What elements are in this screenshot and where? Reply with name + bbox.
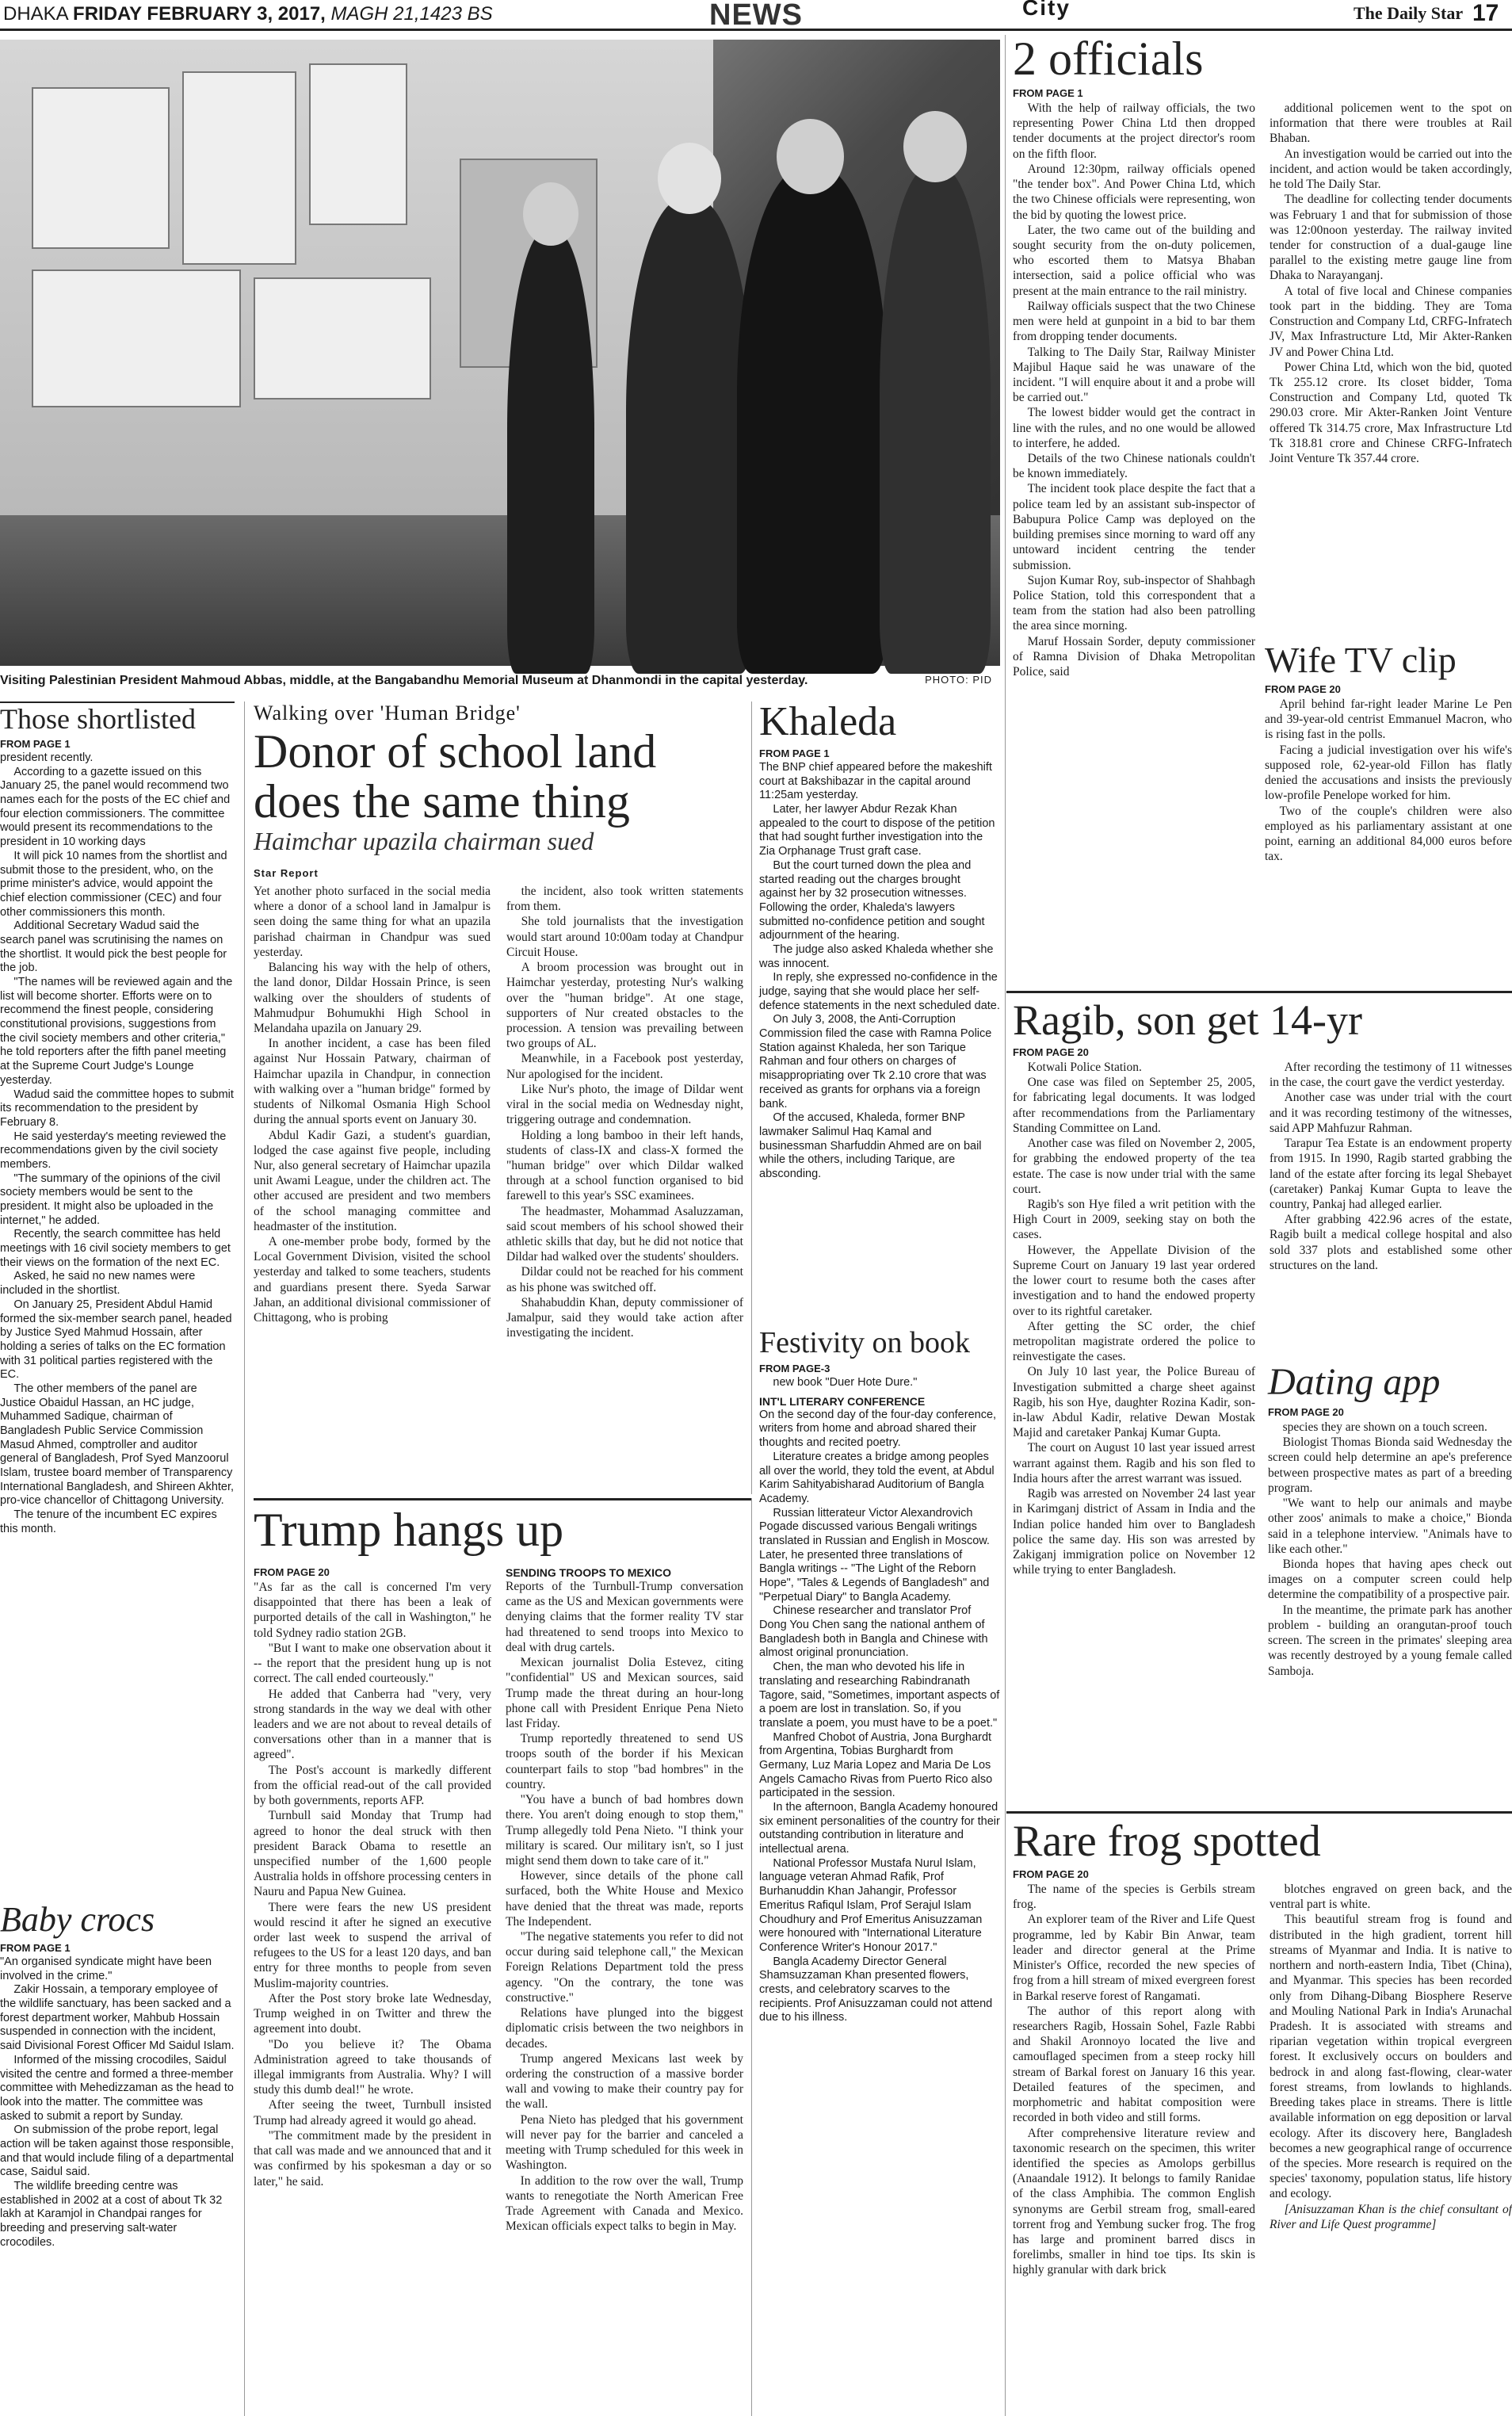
jump-line: FROM PAGE 1 [0,738,71,750]
author-note: [Anisuzzaman Khan is the chief consultant of River and Life Quest programme] [1270,2202,1512,2231]
dateline-date: FRIDAY FEBRUARY 3, 2017, [73,3,326,25]
paragraph: In addition to the row over the wall, Trump wants to renegotiate the North American Free Trade Agreement with Canada and Mexico. Mexican officials expect talks to begin in May. [506,2173,743,2234]
paragraph: However, since details of the phone call surfaced, both the White House and Mexico have denied that the threat was made, reports The Independent. [506,1869,743,1929]
paragraph: Power China Ltd, which won the bid, quoted Tk 255.12 crore. Its closet bidder, Toma Construction and Company Ltd, quoted Tk 290.03 crore. Mir Akter-Ranken Joint Venture offered Tk 314.75 crore, Max Infrastructure Ltd Tk 318.81 crore and Chinese CRFG-Infratech Joint Venture Tk 357.44 crore. [1270,360,1512,466]
headline: Festivity on book [759,1326,971,1359]
paragraph: After getting the SC order, the chief metropolitan magistrate ordered the police to reinvestigate the cases. [1013,1319,1255,1364]
paragraph: Like Nur's photo, the image of Dildar went viral in the social media on Wednesday night, triggering outrage and condemnation. [506,1082,743,1127]
kicker: Walking over 'Human Bridge' [254,701,521,724]
story-dating-app [1268,1363,1512,1807]
exhibit-frame [32,270,241,407]
subheadline: Haimchar upazila chairman sued [254,827,594,855]
paragraph: Later, the two came out of the building and sought security from the on-duty policemen, who escorted them to Matsya Bhaban intersection, said a police official who was present at the main entrance to the rail ministry. [1013,223,1255,298]
paragraph: Manfred Chobot of Austria, Jona Burghardt from Argentina, Tobias Burghardt from Germany, Luz Maria Lopez and Maria De Los Angels Camacho Rivas from Puerto Rico also participated in the session. [759,1730,993,1800]
column-2 [1270,1882,1512,2278]
headline: Dating app [1268,1361,1441,1403]
section-label: NEWS [709,0,803,32]
paragraph: On the second day of the four-day conference, writers from home and abroad shared their thoughts and recited poetry. [759,1408,997,1450]
paragraph: additional policemen went to the spot on information that there were troubles at Rail Bhaban. [1270,101,1512,146]
paragraph: blotches engraved on green back, and the ventral part is white. [1270,1883,1512,1912]
page-header [0,0,1512,31]
paragraph: The other members of the panel are Justice Obaidul Hassan, an HC judge, Muhammed Sadique, chairman of Bangladesh Public Service Commission Masud Ahmed, comptroller and auditor general of Bangladesh, Prof Syed Manzoorul Islam, trustee board member of Transparency International Bangladesh, and Shireen Akhter, pro-vice chancellor of Chittagong University. [0,1382,235,1508]
exhibit-frame [182,71,296,265]
news-photo [0,40,1000,666]
paragraph: "Do you believe it? The Obama Administration agreed to take thousands of illegal immigrants from Australia. Why? I will study this dumb deal!" he wrote. [254,2037,491,2097]
story-festivity-on-book [759,1328,1000,2416]
visitor-head [658,143,721,214]
subsection-label: City [1022,0,1071,20]
paragraph: Facing a judicial investigation over his wife's supposed role, 62-year-old Fillon has flatly denied the accusations and insists the previously low-profile Penelope worked for him. [1265,743,1512,803]
story-body [254,1580,491,2189]
paragraph: In the afternoon, Bangla Academy honoured six eminent personalities of the country for their outstanding contribution in literature and intellectual arena. [759,1801,1000,1856]
paragraph: It will pick 10 names from the shortlist and submit those to the president, who, on the prime minister's advice, would appoint the chief election commissioner (CEC) and four other commissioners this month. [0,849,227,919]
exhibit-frame [32,87,170,249]
story-those-shortlisted [0,701,235,1535]
story-body [0,751,235,1537]
paragraph: "The names will be reviewed again and the list will become shorter. Efforts were on to recommend the finest people, considering constitutional provisions, suggestions from the civil society members and other criteria," he told reporters after the fifth panel meeting at the Supreme Court Judge's Lounge yesterday. [0,976,233,1087]
paragraph: Dildar could not be reached for his comment as his phone was switched off. [506,1265,743,1294]
visitor-head [523,182,578,246]
jump-line: FROM PAGE 20 [1013,1868,1089,1880]
paragraph: Yet another photo surfaced in the social media where a donor of a school land in Jamalpur is seen doing the same thing for what an upazila parishad chairman in Chandpur was sued yesterday. [254,885,491,959]
paragraph: The lowest bidder would get the contract in line with the rules, and no one would be allowed to interfere, he added. [1013,406,1255,450]
paragraph: Maruf Hossain Sorder, deputy commissioner of Ramna Division of Dhaka Metropolitan Police, said [1013,634,1255,679]
paragraph: Zakir Hossain, a temporary employee of the wildlife sanctuary, has been sacked and a forest department worker, Mahbub Hossain suspended in connection with the incident, said Divisional Forest Officer Md Saidul Islam. [0,1983,235,2053]
paragraph: The judge also asked Khaleda whether she was innocent. [759,942,994,970]
headline: Donor of school land does the same thing [254,725,657,828]
paragraph: Two of the couple's children were also employed as his parliamentary assistant at one point, earning an additional 84,000 euros before tax. [1265,804,1512,864]
paragraph: Relations have plunged into the biggest diplomatic crisis between the two neighbors in decades. [506,2006,743,2051]
paragraph: The author of this report along with researchers Ragib, Hossain Sohel, Fazle Rabbi and Shakil Aronnoyo located the live and camouflaged specimen from a steep rocky hill stream of Barkal forest on January 16 this year. Detailed features of the specimen, and morphometric and habitat composition were recorded in both video and still forms. [1013,2004,1255,2125]
jump-line: FROM PAGE 20 [1013,1046,1089,1058]
paragraph: On July 10 last year, the Police Bureau of Investigation submitted a charge sheet against Ragib, his son Hye, daughter Rozina Kadir, son-in-law Abdul Kadir, relative Dewan Mostak Majid and caretaker Pankaj Kumar Gupta. [1013,1365,1255,1440]
visitor-figure [626,198,753,674]
paragraph: Reports of the Turnbull-Trump conversation came as the US and Mexican governments were denying claims that the former reality TV star had threatened to send troops into Mexico to deal with drug cartels. [506,1580,743,1654]
column-1 [1013,1882,1255,2278]
paragraph: "The negative statements you refer to did not occur during said telephone call," the Mexican Foreign Relations Department told the press agency. "On the contrary, the tone was constructive." [506,1930,743,2005]
paragraph: After seeing the tweet, Turnbull insisted Trump had already agreed it would go ahead. [254,2098,491,2127]
story-donor-school-land [254,701,743,1494]
paragraph: Biologist Thomas Bionda said Wednesday the screen could help determine an ape's preference between prospective mates as part of a breeding program. [1268,1435,1512,1495]
paragraph: Shahabuddin Khan, deputy commissioner of Jamalpur, said they would take action after investigating the incident. [506,1295,743,1340]
headline: Those shortlisted [0,701,235,733]
dateline-city: DHAKA [3,3,68,25]
paragraph: After recording the testimony of 11 witnesses in the case, the court gave the verdict yesterday. [1270,1061,1512,1090]
paragraph: A broom procession was brought out in Haimchar yesterday, protesting Nur's walking over the "human bridge". At one stage, supporters of Nur created obstacles to the procession. A tension was prevailing between two groups of AL. [506,961,743,1051]
paragraph: On July 3, 2008, the Anti-Corruption Commission filed the case with Ramna Police Station against Khaleda, her son Tarique Rahman and four others on charges of misappropriating over Tk 2.10 crore that was received as grants for orphans via a foreign bank. [759,1013,992,1111]
paragraph: There were fears the new US president would rescind it after he signed an executive order last week to suspend the arrival of refugees to the US for a least 120 days, and ban entry for three months to people from seven Muslim-majority countries. [254,1900,491,1990]
paragraph: Of the accused, Khaleda, former BNP lawmaker Salimul Haq Kamal and businessman Sharfuddin Ahmed are on bail while the others, including Tarique, are absconding. [759,1111,982,1180]
paragraph: Later, her lawyer Abdur Rezak Khan appealed to the court to dispose of the petition that had sought further investigation into the Zia Orphanage Trust graft case. [759,803,995,858]
visitor-figure [880,166,991,674]
paragraph: A total of five local and Chinese companies took part in the bidding. They are Toma Construction and Company Ltd, CRFG-Infratech JV, Max Infrastructure Ltd, Mir Akter-Ranken JV and Power China Ltd. [1270,284,1512,359]
paragraph: He added that Canberra had "very, very strong standards in the way we deal with other leaders and we are not about to reveal details of conversations other than in a manner that is agreed". [254,1687,491,1762]
paragraph: the incident, also took written statements from them. [506,885,743,914]
jump-line: FROM PAGE 20 [1265,683,1341,695]
column-1 [254,1562,491,2234]
column-rule [751,701,752,1494]
photo-caption [0,674,1000,688]
paragraph: Pena Nieto has pledged that his government will never pay for the barrier and canceled a meeting with Trump scheduled for this week in Washington. [506,2112,743,2173]
column-2 [1270,101,1512,679]
paragraph: Talking to The Daily Star, Railway Minister Majibul Haque said he was unaware of the incident. "I will enquire about it and a probe will be carried out." [1013,345,1255,405]
exhibit-frame [309,63,407,225]
paragraph: According to a gazette issued on this January 25, the panel would recommend two names each for the posts of the EC chief and four election commissioners. The committee would present its recommendations to the president in 10 working days [0,765,231,849]
paragraph: In another incident, a case has been filed against Nur Hossain Patwary, chairman of Haimchar upazila in Chandpur, in connection with walking over a "human bridge" formed by students of Nilkomal Osmania High School during the annual sports event on January 30. [254,1037,491,1127]
paragraph: Tarapur Tea Estate is an endowment property from 1915. In 1990, Ragib started grabbing the land of the estate after forcing its legal Shebayet (caretaker) Pankaj Kumar Gupta to leave the country, Pankaj had alleged earlier. [1270,1137,1512,1211]
paragraph: Asked, he said no new names were included in the shortlist. [0,1270,196,1298]
headline: Trump hangs up [254,1504,564,1556]
paragraph: Another case was filed on November 2, 2005, for grabbing the endowed property of the tea estate. The case is now under trial with the same court. [1013,1137,1255,1196]
paragraph: "You have a bunch of bad hombres down there. You aren't doing enough to stop them," Trump allegedly told Pena Nieto. "I think your military is scared. Our military isn't, so I just might send them down to take care of it." [506,1793,743,1867]
visitor-figure [737,166,888,674]
story-body [506,1579,743,2234]
paragraph: Turnbull said Monday that Trump had agreed to honor the deal struck with then president Barack Obama to resettle an unspecified number of the 1,600 people Australia holds in offshore processing centers in Nauru and Papua New Guinea. [254,1809,491,1899]
paragraph: He said yesterday's meeting reviewed the recommendations given by the civil society members. [0,1130,227,1171]
column-rule [1005,35,1006,2416]
paragraph: Bangla Academy Director General Shamsuzzaman Khan presented flowers, crests, and celebratory scarves to the recipients. Prof Anisuzzaman could not attend due to his illness. [759,1955,993,2024]
masthead-logo: The Daily Star [1354,3,1464,23]
headline: 2 officials [1013,32,1204,85]
paragraph: On submission of the probe report, legal action will be taken against those responsible, and that would include filing of a departmental case, Saidul said. [0,2124,235,2179]
paragraph: Details of the two Chinese nationals couldn't be known immediately. [1013,452,1255,481]
paragraph: One case was filed on September 25, 2005, for fabricating legal documents. It was lodged after recommendations from the Parliamentary Standing Committee on Land. [1013,1076,1255,1135]
paragraph: Bionda hopes that having apes check out images on a computer screen could help determine the compatibility of a prospective pair. [1268,1557,1512,1602]
paragraph: An explorer team of the River and Life Quest programme, led by Kabir Bin Anwar, team leader and director general at the Prime Minister's Office, recorded the new species of frog from a hill stream of mixed evergreen forest in Barkal reserve forest of Rangamati. [1013,1913,1255,2003]
story-body [0,1955,235,2250]
paragraph: Russian litterateur Victor Alexandrovich Pogade discussed various Bengali writings translated in Russian and English in Moscow. Later, he presented three translations of Bangla writings -- "The Light of the Reborn Hope", "Tales & Legends of Bangladesh" and "Perpetual Diary" to Bangla Academy. [759,1506,990,1604]
paragraph: The deadline for collecting tender documents was February 1 and that for submission of those was 12:00noon yesterday. The railway invited tender for construction of a dual-gauge line parallel to the existing metre gauge line from Dhaka to Narayanganj. [1270,193,1512,283]
paragraph: The BNP chief appeared before the makeshift court at Bakshibazar in the capital around 11:25am yesterday. [759,761,992,802]
page-number: 17 [1472,0,1499,26]
visitor-head [777,119,844,194]
paragraph: Railway officials suspect that the two Chinese men were held at gunpoint in a bid to bar them from dropping tender documents. [1013,299,1255,344]
paragraph: The name of the species is Gerbils stream frog. [1013,1883,1255,1912]
paragraph: National Professor Mustafa Nurul Islam, language veteran Ahmad Rafik, Prof Burhanuddin Khan Jahangir, Professor Emeritus Rafiqul Islam, Prof Serajul Islam Choudhury and Prof Emeritus Anisuzzaman were honoured with "International Literature Conference Writer's Honour 2017." [759,1856,983,1954]
headline: Khaleda [759,699,897,744]
paragraph: She told journalists that the investigation would start around 10:00am today at Chandpur Circuit House. [506,915,743,959]
paragraph: April behind far-right leader Marine Le Pen and 39-year-old centrist Emmanuel Macron, who is rising fast in the polls. [1265,698,1512,742]
paragraph: This beautiful stream frog is found and distributed in the high gradient, torrent hill streams of Myanmar and India. It is native to northern and north-eastern India, Tibet (China), and Myanmar. This species has been recorded only from Dihang-Dibang Biosphere Reserve and Mouling National Park in India's Arunachal Pradesh. It is associated with streams and riparian vegetation within tropical evergreen forest. It exclusively occurs on boulders and bedrock in and along fast-flowing, clear-water forest streams, from lowlands to highlands. Breeding takes place in streams. There is little available information on egg deposition or larval ecology. After its discovery here, Bangladesh becomes a new geographical range of occurrence of the species. More research is required on the species' taxonomy, population status, life history and ecology. [1270,1913,1512,2201]
paragraph: Chinese researcher and translator Prof Dong You Chen sang the national anthem of Bangladesh both in Bangla and Chinese with almost original pronunciation. [759,1604,988,1660]
paragraph: After comprehensive literature review and taxonomic research on the specimen, this writer identified the species as Amolops gerbillus (Anaandale 1912). It belongs to family Ranidae of the class Amphibia. The common English synonyms are Gerbil stream frog, small-eared torrent frog and Yembung sucker frog. The frog has large and prominent barred discs in forelimbs, smaller in hind toe tips. Its skin is highly granular with dark brick [1013,2126,1255,2277]
paragraph: Trump reportedly threatened to send US troops south of the border if his Mexican counterpart fails to stop "bad hombres" in the country. [506,1732,743,1791]
story-trump-hangs-up [254,1506,745,2416]
paragraph: Ragib's son Hye filed a writ petition with the High Court in 2009, seeking stay on both the cases. [1013,1197,1255,1242]
story-body [1265,697,1512,864]
divider [1006,1811,1512,1814]
paragraph: Abdul Kadir Gazi, a student's guardian, lodged the case against five people, including Nur, also general secretary of Haimchar upazila unit Awami League, under the children act. The other accused are president and two members of the school managing committee and headmaster of the institution. [254,1128,491,1233]
jump-line: FROM PAGE 20 [1268,1406,1344,1418]
paragraph: The court on August 10 last year issued arrest warrant against them. Ragib and his son fled to India hours after the arrest warrant was issued. [1013,1441,1255,1485]
paragraph: An investigation would be carried out into the incident, and action would be taken accordingly, he told The Daily Star. [1270,147,1512,192]
paragraph: With the help of railway officials, the two representing Power China Ltd then dropped tender documents at the project director's room on the fifth floor. [1013,101,1255,161]
column-1 [1013,1060,1255,1577]
story-body [759,761,1000,1182]
jump-line: FROM PAGE 1 [0,1942,71,1954]
paragraph: Meanwhile, in a Facebook post yesterday, Nur apologised for the incident. [506,1052,743,1081]
paragraph: Additional Secretary Wadud said the search panel was scrutinising the names on the shortlist. It would pick the best people for the job. [0,919,227,975]
paragraph: president recently. [0,751,94,764]
paragraph: new book "Duer Hote Dure." [773,1376,918,1389]
paragraph: "As far as the call is concerned I'm very disappointed that there has been a leak of purported details of the call in Washington," he told Sydney radio station 2GB. [254,1581,491,1640]
headline: Ragib, son get 14-yr [1013,996,1362,1044]
paragraph: Informed of the missing crocodiles, Saidul visited the centre and formed a three-member committee with Mehedizzaman as the head to look into the matter. The committee was asked to submit a report by Sunday. [0,2053,234,2123]
paragraph: Holding a long bamboo in their left hands, students of class-IX and class-X formed the "human bridge" over which Dildar walked through at a school function organised to bid farewell to this year's SSC examinees. [506,1128,743,1203]
story-body [1268,1420,1512,1679]
paragraph: In the meantime, the primate park has another problem - building an orangutan-proof touch screen. The screen in the primates' sleeping area was recently destroyed by a young female called Samboja. [1268,1603,1512,1678]
paragraph: In reply, she expressed no-confidence in the judge, saying that she would place her self-defence statements in the next scheduled date. [759,971,1000,1012]
story-body [759,1376,1000,2025]
paragraph: "The summary of the opinions of the civil society members would be sent to the president. It might also be uploaded in the internet," he added. [0,1172,221,1227]
paragraph: "We want to help our animals and maybe other zoos' animals to make a choice," Bionda said in a telephone interview. "Animals have to like each other." [1268,1497,1512,1556]
dateline [3,3,493,25]
byline: Star Report [254,867,319,879]
story-2-officials [1013,32,1512,693]
paragraph: "The commitment made by the president in that call was made and we announced that and it was confirmed by his spokesman a day or so later," he said. [254,2128,491,2189]
paragraph: Sujon Kumar Roy, sub-inspector of Shahbagh Police Station, told this correspondent that a team from the station had also been patrolling the area since morning. [1013,573,1255,633]
paragraph: "But I want to make one observation about it -- the report that the president hung up is not correct. The call ended courteously." [254,1641,491,1686]
dateline-bangla-date: MAGH 21,1423 BS [330,3,493,25]
paragraph: Wadud said the committee hopes to submit its recommendation to the president by February 8. [0,1088,234,1129]
jump-line: FROM PAGE-3 [759,1363,830,1374]
paragraph: Literature creates a bridge among peoples all over the world, they told the event, at Abdul Karim Sahityabisharad Auditorium of Bangla Academy. [759,1450,995,1505]
paragraph: Balancing his way with the help of others, the land donor, Dildar Hossain Prince, is seen walking over the shoulders of students of Mahmudpur Bohumukhi High School in Melandaha upazila on January 29. [254,961,491,1035]
column-2 [506,1562,743,2234]
paragraph: "An organised syndicate might have been involved in the crime." [0,1955,212,1982]
section-heading: SENDING TROOPS TO MEXICO [506,1566,671,1579]
story-baby-crocs [0,1902,235,2416]
section-heading: INT'L LITERARY CONFERENCE [759,1394,926,1408]
headline: Rare frog spotted [1013,1817,1321,1866]
paragraph: Mexican journalist Dolia Estevez, citing "confidential" US and Mexican sources, said Trump made the threat during an hour-long phone call with President Enrique Pena Nieto last Friday. [506,1656,743,1730]
paragraph: But the court turned down the plea and started reading out the charges brought against her by 32 prosecution witnesses. Following the order, Khaleda's lawyers submitted no-confidence petition and sought adjournment of the hearing. [759,858,985,942]
paragraph: The incident took place despite the fact that a police team led by an assistant sub-inspector of Babupura Police Camp was deployed on the building premises since morning to ward off any untoward incident centring the tender submission. [1013,482,1255,572]
visitor-figure [507,230,594,674]
paragraph: After the Post story broke late Wednesday, Trump weighed in on Twitter and threw the agreement into doubt. [254,1991,491,2036]
paragraph: After grabbing 422.96 acres of the estate, Ragib built a medical college hospital and also sold 337 plots and established some other structures on the land. [1270,1213,1512,1272]
jump-line: FROM PAGE 20 [254,1566,330,1578]
paragraph: species they are shown on a touch screen. [1282,1420,1487,1434]
column-rule [244,701,245,2416]
paragraph: Around 12:30pm, railway officials opened "the tender box". And Power China Ltd, which the two Chinese officials were representing, won the bid by quoting the lowest price. [1013,162,1255,222]
divider [254,1498,751,1500]
paragraph: Recently, the search committee has held meetings with 16 civil society members to get their views on the formation of the next EC. [0,1228,231,1269]
paragraph: The tenure of the incumbent EC expires this month. [0,1508,217,1535]
paragraph: A one-member probe body, formed by the Local Government Division, visited the school yesterday and talked to some teachers, students and guardians present there. Syeda Sarwar Jahan, an additional divisional commissioner of Chittagong, who is probing [254,1235,491,1325]
caption-text: Visiting Palestinian President Mahmoud Abbas, middle, at the Bangabandhu Memorial Museum at Dhanmondi in the capital yesterday. [0,674,808,687]
headline: Wife TV clip [1265,640,1457,680]
paragraph: The wildlife breeding centre was established in 2002 at a cost of about Tk 32 lakh at Karamjol in Chandpai ranges for breeding and preserving salt-water crocodiles. [0,2180,223,2249]
visitor-head [903,111,967,182]
paragraph: Chen, the man who devoted his life in translating and researching Rabindranath Tagore, said, "Sometimes, important aspects of a poem are lost in translation. So, if you translate a poem, you must have to be a poet." [759,1661,1000,1730]
divider [1006,991,1512,993]
paragraph: Ragib was arrested on November 24 last year in Karimganj district of Assam in India and the Indian police handed him over to Bangladesh police the same day. His son was arrested by Zakiganj immigration police on November 12 while trying to enter Bangladesh. [1013,1487,1255,1577]
paragraph: The headmaster, Mohammad Asaluzzaman, said scout members of his school showed their athletic skills that day, but he did not notice that Dildar had walked over the students' shoulders. [506,1204,743,1264]
paragraph: Kotwali Police Station. [1027,1061,1142,1074]
paragraph: However, the Appellate Division of the Supreme Court on January 19 last year ordered the lower court to resume both the cases after investigation and to hand the endowed property over to its rightful caretaker. [1013,1243,1255,1318]
jump-line: FROM PAGE 1 [1013,87,1083,99]
paragraph: Trump angered Mexicans last week by ordering the construction of a massive border wall and vowing to make their country pay for the wall. [506,2051,743,2112]
paragraph: Another case was under trial with the court and it was recording testimony of the witnesses, said APP Mahfuzur Rahman. [1270,1091,1512,1135]
story-wife-tv-clip [1265,642,1512,991]
column-1 [1013,101,1255,679]
photo-credit: PHOTO: PID [925,674,992,686]
story-khaleda [759,701,1000,1324]
paragraph: On January 25, President Abdul Hamid formed the six-member search panel, headed by Justice Syed Mahmud Hossain, after holding a series of talks on the EC formation with 31 political parties registered with the EC. [0,1298,232,1382]
jump-line: FROM PAGE 1 [759,747,830,759]
headline: Baby crocs [0,1900,155,1939]
story-body [254,884,743,1341]
story-rare-frog [1013,1819,1512,2416]
column-rule [751,1498,752,2416]
exhibit-frame [254,277,431,399]
paragraph: The Post's account is markedly different from the official read-out of the call provided by both governments, reports AFP. [254,1763,491,1808]
